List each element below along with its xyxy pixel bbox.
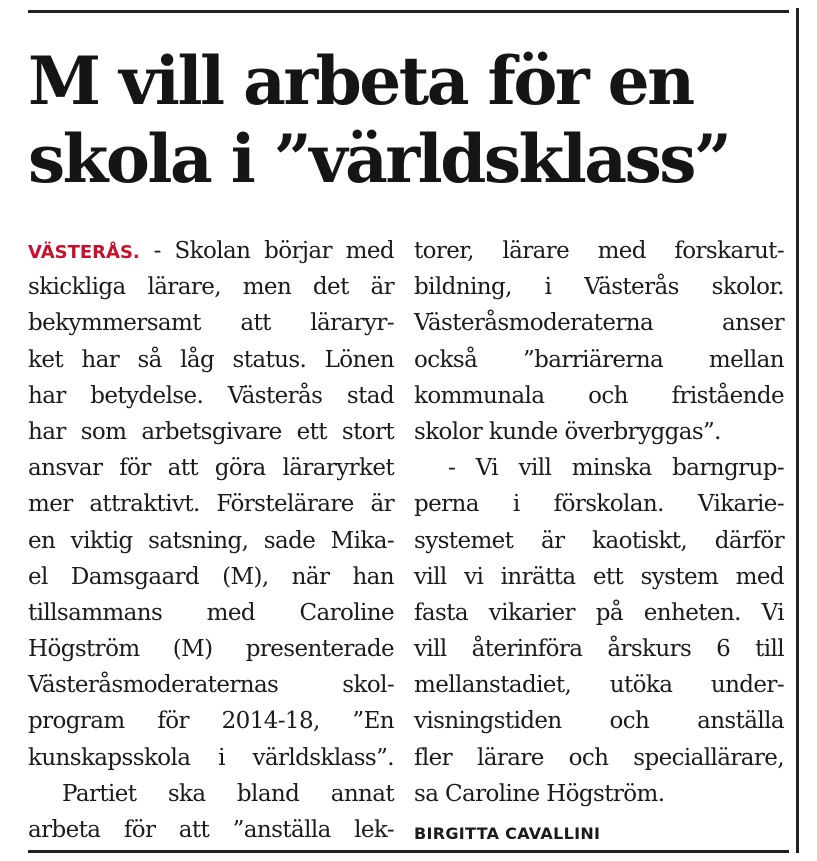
text-line-content: - Skolan börjar med [153, 238, 395, 264]
text-line: kunskapsskola i världsklass”. [28, 744, 394, 771]
text-line: har som arbetsgivare ett stort [28, 418, 394, 445]
text-line: tillsammans med Caroline [28, 599, 394, 626]
text-line: bekymmersamt att läraryr- [28, 310, 394, 337]
bottom-rule [28, 850, 789, 853]
text-line: skolor kunde överbryggas”. [414, 418, 721, 445]
text-line: fasta vikarier på enheten. Vi [414, 599, 784, 626]
text-line: program för 2014-18, ”En [28, 708, 394, 735]
headline-line: skola i ”världsklass” [28, 120, 730, 198]
dateline: VÄSTERÅS. [28, 242, 140, 263]
text-line: Västeråsmoderaterna anser [414, 310, 784, 337]
text-line [28, 233, 394, 269]
text-line: ansvar för att göra läraryrket [28, 455, 394, 482]
top-rule [28, 10, 789, 13]
text-line: mer attraktivt. Förstelärare är [28, 491, 394, 518]
text-line: Västeråsmoderaternas skol- [28, 672, 394, 699]
text-line: Partiet ska bland annat [62, 780, 394, 807]
text-line: skickliga lärare, men det är [28, 274, 394, 301]
text-line: har betydelse. Västerås stad [28, 382, 394, 409]
article-column-left [28, 233, 394, 848]
text-line: vill återinföra årskurs 6 till [414, 636, 784, 663]
text-line: el Damsgaard (M), när han [28, 563, 394, 590]
text-line: systemet är kaotiskt, därför [414, 527, 784, 554]
text-line: arbeta för att ”anställa lek- [28, 817, 394, 843]
text-line: vill vi inrätta ett system med [414, 563, 784, 590]
article-headline [28, 42, 788, 198]
headline-line: M vill arbeta för en [28, 42, 693, 120]
text-line: en viktig satsning, sade Mika- [28, 527, 394, 554]
text-line: Högström (M) presenterade [28, 636, 394, 663]
text-line: visningstiden och anställa [414, 708, 784, 735]
text-line: ket har så låg status. Lönen [28, 346, 394, 373]
text-line: sa Caroline Högström. [414, 780, 665, 807]
text-line: fler lärare och speciallärare, [414, 744, 784, 771]
text-line: - Vi vill minska barngrup- [448, 455, 784, 482]
article-column-right [414, 233, 784, 852]
text-line: också ”barriärerna mellan [414, 346, 784, 373]
text-line: torer, lärare med forskarut- [414, 238, 784, 264]
text-line: perna i förskolan. Vikarie- [414, 491, 784, 518]
text-line: bildning, i Västerås skolor. [414, 274, 784, 301]
text-line: kommunala och fristående [414, 382, 784, 409]
article-byline: BIRGITTA CAVALLINI [414, 824, 601, 843]
column-divider-rule [796, 8, 799, 853]
text-line: mellanstadiet, utöka under- [414, 672, 784, 699]
